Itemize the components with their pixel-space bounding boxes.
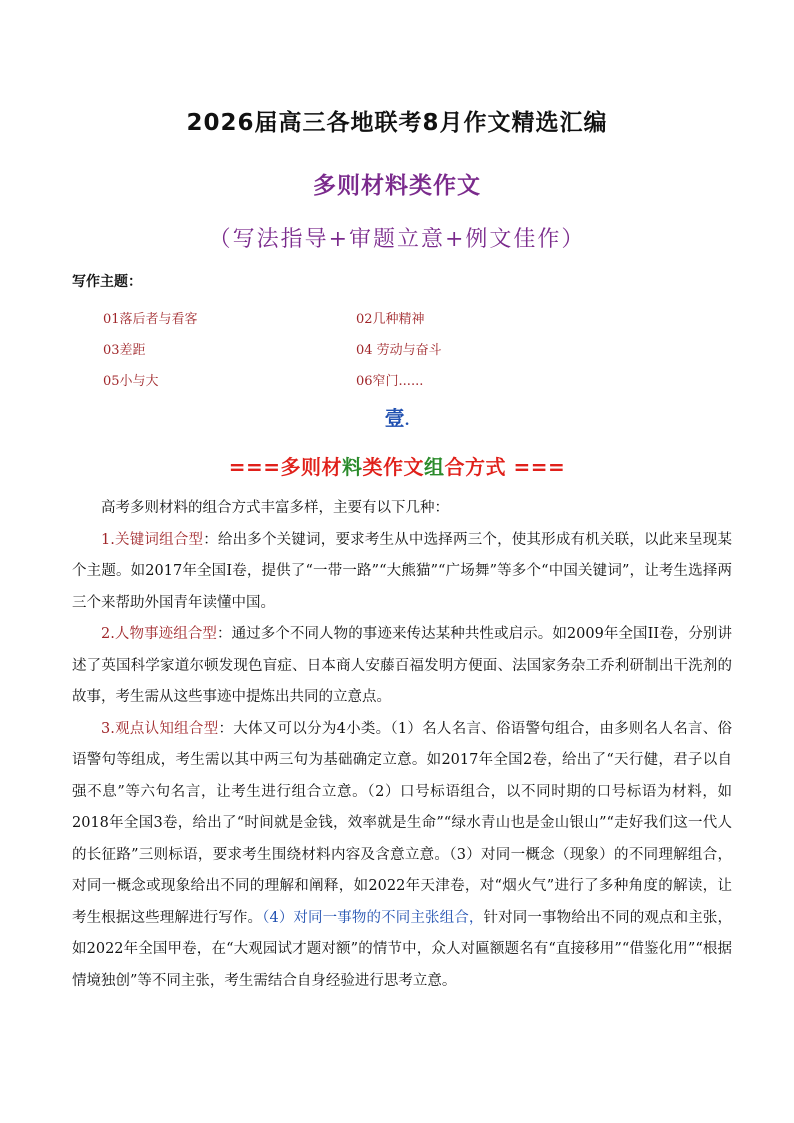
- section-heading-char: 多: [280, 455, 302, 479]
- paragraph-highlight: （4）对同一事物的不同主张组合，: [262, 909, 484, 926]
- topic-item: 03差距: [103, 343, 146, 358]
- section-numeral-dot: .: [404, 413, 410, 429]
- document-title: 2026届高三各地联考8月作文精选汇编: [186, 110, 608, 136]
- topic-item: 02几种精神: [356, 312, 425, 327]
- paragraph-text-tail: 针对同一事物给出不同的观点和主张，如2022年全国甲卷，在“大观园试才题对额”的情节中，众人对匾额题名有“直接移用”“借鉴化用”“根据情境独创”等不同主张，考生需结合自身经验进行思考立意。: [72, 909, 732, 989]
- paragraph-text: ：大体又可以分为4小类。（1）名人名言、俗语警句组合，由多则名人名言、俗语警句等组成，考生需以其中两三句为基础确定立意。如2017年全国2卷，给出了“天行健，君子以自强不息”等六句名言，让考生进行组合立意。（2）口号标语组合，以不同时期的口号标语为材料，如2018年全国3卷，给出了“时间就是金钱，效率就是生命”“绿水青山也是金山银山”“走好我们这一代人的长征路”三则标语，要求考生围绕材料内容及含意立意。（3）对同一概念（现象）的不同理解组合，对同一概念或现象给出不同的理解和阐释，如2022年天津卷，对“烟火气”进行了多种角度的解读，让考生根据这些理解进行写作。: [72, 720, 732, 926]
- paragraph-keyword-combination: [72, 525, 732, 620]
- section-heading-char: 作: [383, 455, 404, 479]
- topic-item: 04 劳动与奋斗: [356, 343, 442, 358]
- topic-item: 06窄门......: [356, 374, 424, 389]
- section-heading-char: 方: [465, 455, 486, 479]
- paragraph-text: ：给出多个关键词，要求考生从中选择两三个，使其形成有机关联，以此来呈现某个主题。如2017年全国I卷，提供了“一带一路”“大熊猫”“广场舞”等多个“中国关键词”，让考生选择两三个来帮助外国青年读懂中国。: [72, 531, 732, 611]
- topic-item: 05小与大: [103, 374, 159, 389]
- paragraph-text: ：通过多个不同人物的事迹来传达某种共性或启示。如2009年全国II卷，分别讲述了英国科学家道尔顿发现色盲症、日本商人安藤百福发明方便面、法国家务杂工乔利研制出干洗剂的故事，考生需从这些事迹中提炼出共同的立意点。: [72, 626, 732, 705]
- body-text: [72, 493, 732, 997]
- section-heading-char: 组: [424, 455, 445, 479]
- section-numeral: [0, 402, 794, 431]
- section-heading-char: 文: [403, 455, 425, 479]
- document-subtitle-guide: （写法指导+审题立意+例文佳作）: [208, 227, 586, 252]
- paragraph-label: 1.关键词组合型: [101, 531, 204, 548]
- section-heading-char: ===: [513, 455, 566, 479]
- paragraph-label: 3.观点认知组合型: [101, 720, 219, 737]
- document-subtitle: 多则材料类作文: [313, 173, 481, 199]
- topic-item: 01落后者与看客: [103, 312, 198, 327]
- section-heading-char: 料: [342, 455, 363, 479]
- paragraph-person-deeds-combination: [72, 619, 732, 714]
- theme-label: 写作主题：: [72, 274, 142, 290]
- section-heading: [0, 451, 794, 480]
- section-heading-char: 材: [321, 455, 343, 479]
- section-heading-char: 类: [362, 455, 384, 479]
- section-heading-char: 式: [485, 455, 507, 479]
- intro-paragraph: 高考多则材料的组合方式丰富多样，主要有以下几种：: [101, 500, 449, 516]
- paragraph-viewpoint-combination: [72, 714, 732, 998]
- section-heading-char: ===: [228, 455, 281, 479]
- paragraph-label: 2.人物事迹组合型: [101, 626, 217, 642]
- section-numeral-char: 壹: [384, 406, 405, 430]
- section-heading-char: 合: [444, 455, 466, 479]
- section-heading-char: 则: [301, 455, 322, 479]
